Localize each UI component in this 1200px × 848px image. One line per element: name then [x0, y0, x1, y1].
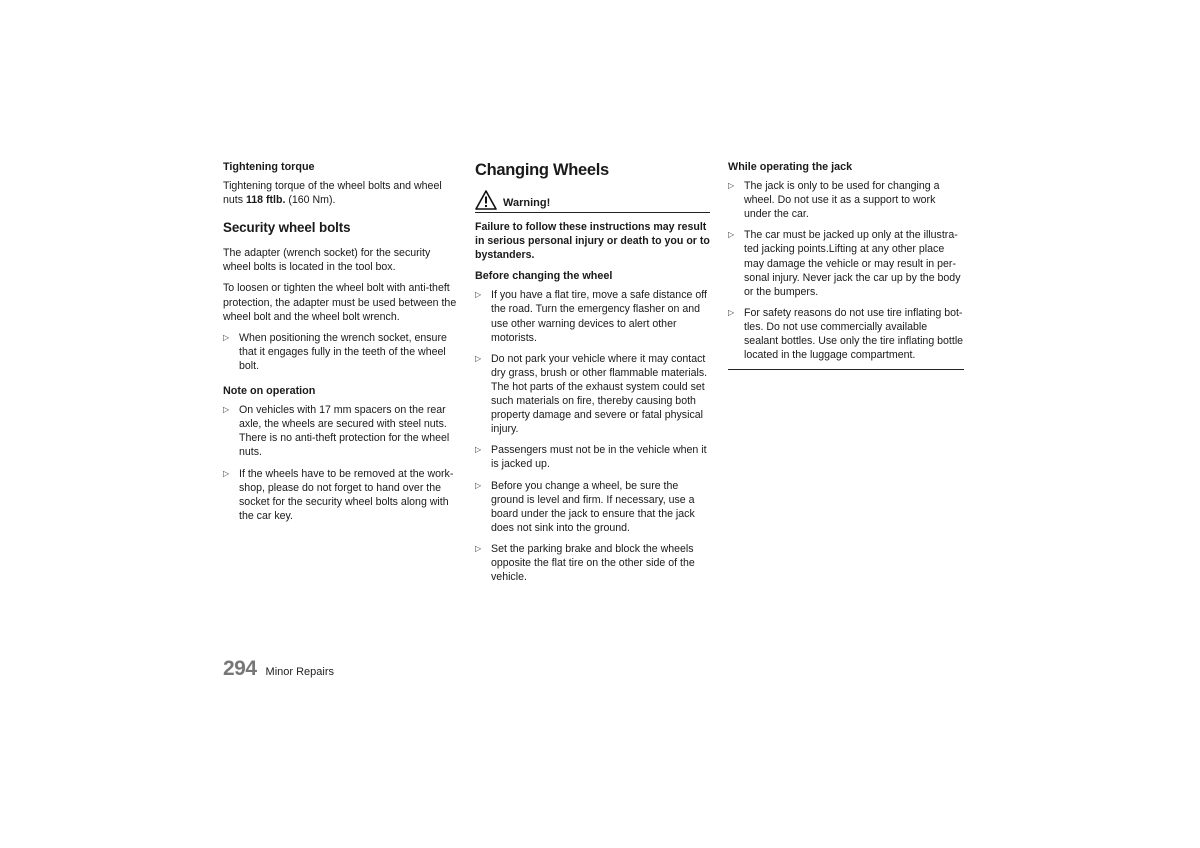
section-end-divider — [728, 369, 964, 370]
list-item — [223, 467, 459, 523]
triangle-bullet-icon: ▷ — [475, 543, 482, 553]
warning-text: Failure to follow these instructions may result in serious personal injury or death to you or to bystanders. — [475, 221, 710, 262]
section-name: Minor Repairs — [265, 666, 335, 678]
list-item — [475, 288, 710, 344]
list-item-text: Passengers must not be in the vehicle when it is jacked up. — [491, 444, 707, 471]
triangle-bullet-icon: ▷ — [223, 468, 230, 478]
list-item — [475, 542, 710, 584]
warning-header — [475, 190, 710, 213]
warning-triangle-icon — [475, 190, 497, 210]
list-item — [223, 403, 459, 459]
security-bullet-list — [223, 331, 459, 373]
security-paragraph-2: To loosen or tighten the wheel bolt with anti-theft protection, the adapter must be used between the wheel bolt and the wheel bolt wrench. — [223, 282, 457, 323]
torque-text-start: Tightening torque of the wheel bolts and wheel nuts — [223, 180, 442, 207]
list-item — [475, 479, 710, 535]
triangle-bullet-icon: ▷ — [223, 332, 230, 342]
list-item-text: For safety reasons do not use tire inflating bot-tles. Do not use commercially available sealant bottles. Use only the tire inflating bottle located in the luggage compartment. — [744, 306, 964, 362]
note-bullet-list — [223, 403, 459, 523]
right-column — [728, 160, 964, 370]
triangle-bullet-icon: ▷ — [728, 307, 735, 317]
torque-value: 118 ftlb. — [245, 194, 286, 207]
list-item-text: Before you change a wheel, be sure the ground is level and firm. If necessary, use a board under the jack to ensure that the jack does not sink into the ground. — [491, 479, 695, 534]
page-title: Changing Wheels — [475, 161, 609, 179]
page-footer — [223, 657, 335, 680]
list-item — [475, 443, 710, 471]
note-on-operation-heading: Note on operation — [223, 385, 316, 398]
list-item-text: Set the parking brake and block the wheels opposite the flat tire on the other side of the vehicle. — [491, 542, 695, 584]
warning-label: Warning! — [503, 197, 551, 209]
triangle-bullet-icon: ▷ — [728, 230, 735, 240]
triangle-bullet-icon: ▷ — [728, 181, 735, 191]
list-item-text: The jack is only to be used for changing a wheel. Do not use it as a support to work under the car. — [744, 180, 940, 221]
page-number: 294 — [223, 657, 257, 680]
triangle-bullet-icon: ▷ — [223, 405, 230, 415]
triangle-bullet-icon: ▷ — [475, 290, 482, 300]
list-item-text: Do not park your vehicle where it may contact dry grass, brush or other flammable materials. The hot parts of the exhaust system could set such materials on fire, thereby causing both property damage and severe or fatal physical injury. — [491, 352, 708, 436]
triangle-bullet-icon: ▷ — [475, 445, 482, 455]
list-item — [728, 306, 964, 362]
list-item-text: If you have a flat tire, move a safe distance off the road. Turn the emergency flasher on and use other warning devices to alert other motorists. — [491, 289, 707, 344]
triangle-bullet-icon: ▷ — [475, 353, 482, 363]
security-wheel-bolts-heading: Security wheel bolts — [223, 220, 351, 236]
security-paragraph-1: The adapter (wrench socket) for the security wheel bolts is located in the tool box. — [223, 247, 431, 274]
list-item — [475, 352, 710, 437]
list-item — [728, 179, 964, 221]
list-item-text: When positioning the wrench socket, ensure that it engages fully in the teeth of the wheel bolt. — [239, 331, 447, 372]
while-operating-jack-heading: While operating the jack — [728, 161, 853, 173]
triangle-bullet-icon: ▷ — [475, 480, 482, 490]
torque-text-end: (160 Nm). — [285, 194, 336, 207]
before-changing-heading: Before changing the wheel — [475, 270, 613, 283]
tightening-torque-text — [223, 179, 459, 207]
jack-bullet-list — [728, 179, 964, 362]
left-column — [223, 160, 459, 530]
list-item-text: The car must be jacked up only at the illustra-ted jacking points.Lifting at any other place may damage the vehicle or may result in per-sonal injury. Never jack the car up by the body or the bumpers. — [744, 229, 961, 298]
list-item — [728, 228, 964, 298]
list-item — [223, 331, 459, 373]
before-changing-list — [475, 288, 710, 584]
list-item-text: On vehicles with 17 mm spacers on the rear axle, the wheels are secured with steel nuts. There is no anti-theft protection for the wheel nuts. — [239, 404, 450, 459]
middle-column — [475, 160, 710, 591]
list-item-text: If the wheels have to be removed at the work-shop, please do not forget to hand over the socket for the security wheel bolts along with the car key. — [239, 467, 454, 522]
tightening-torque-heading: Tightening torque — [223, 161, 315, 173]
